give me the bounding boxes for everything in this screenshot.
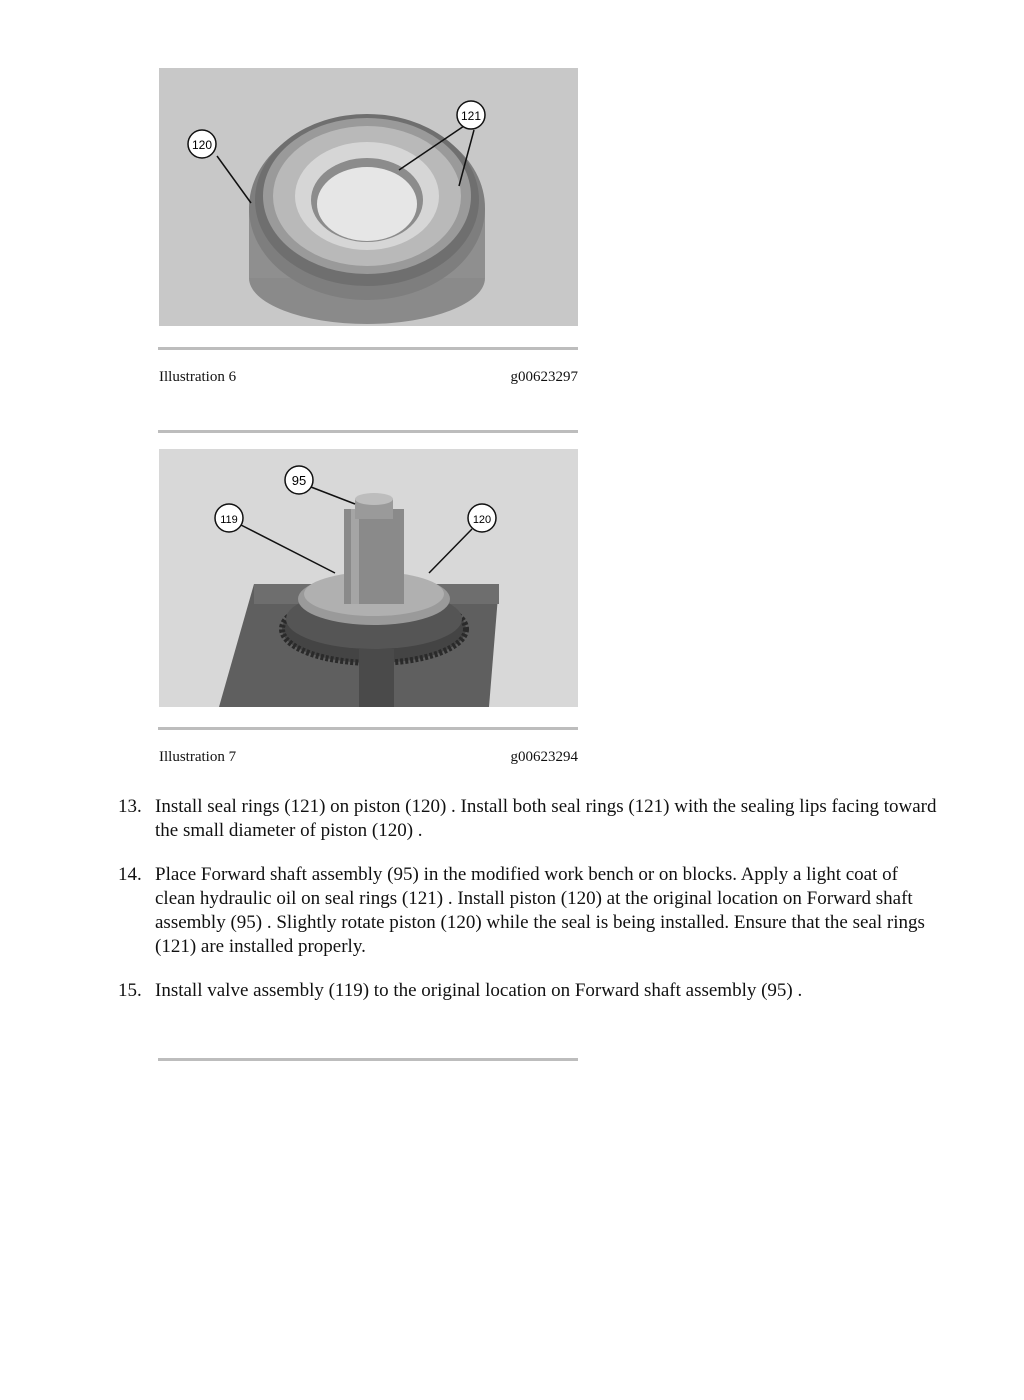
callout-121-label: 121 bbox=[460, 109, 482, 123]
illustration-6-code: g00623297 bbox=[510, 369, 578, 385]
illustration-6-label: Illustration 6 bbox=[159, 369, 237, 385]
step-13-number: 13. bbox=[118, 796, 142, 817]
callout-95-label: 95 bbox=[291, 473, 307, 488]
step-15 bbox=[118, 979, 938, 1003]
illustration-7-photo bbox=[159, 449, 578, 707]
caption-rule-6 bbox=[158, 347, 578, 350]
bottom-rule bbox=[158, 1058, 578, 1061]
step-14-number: 14. bbox=[118, 864, 142, 885]
step-13-text: Install seal rings (121) on piston (120) . Install both seal rings (121) with the sealing lips facing toward the small diameter of piston (120) . bbox=[155, 796, 937, 841]
step-14 bbox=[118, 863, 938, 959]
figure-rule-7 bbox=[158, 430, 578, 433]
step-15-number: 15. bbox=[118, 980, 142, 1001]
callout-120-b-label: 120 bbox=[472, 514, 492, 526]
illustration-7-label: Illustration 7 bbox=[159, 749, 237, 765]
illustration-7-code: g00623294 bbox=[510, 749, 578, 765]
callout-119-label: 119 bbox=[220, 514, 238, 526]
procedure-steps bbox=[118, 795, 938, 1023]
caption-rule-7 bbox=[158, 727, 578, 730]
step-13 bbox=[118, 795, 938, 843]
step-14-text: Place Forward shaft assembly (95) in the modified work bench or on blocks. Apply a light coat of clean hydraulic oil on seal rings (121) . Install piston (120) at the original location on Forward shaft assembly (95) . Slightly rotate piston (120) while the seal is being installed. Ensure that the seal rings (121) are installed properly. bbox=[155, 864, 925, 957]
step-15-text: Install valve assembly (119) to the original location on Forward shaft assembly (95) . bbox=[155, 980, 803, 1001]
illustration-6-photo bbox=[159, 68, 578, 326]
callout-120-label: 120 bbox=[191, 138, 213, 152]
